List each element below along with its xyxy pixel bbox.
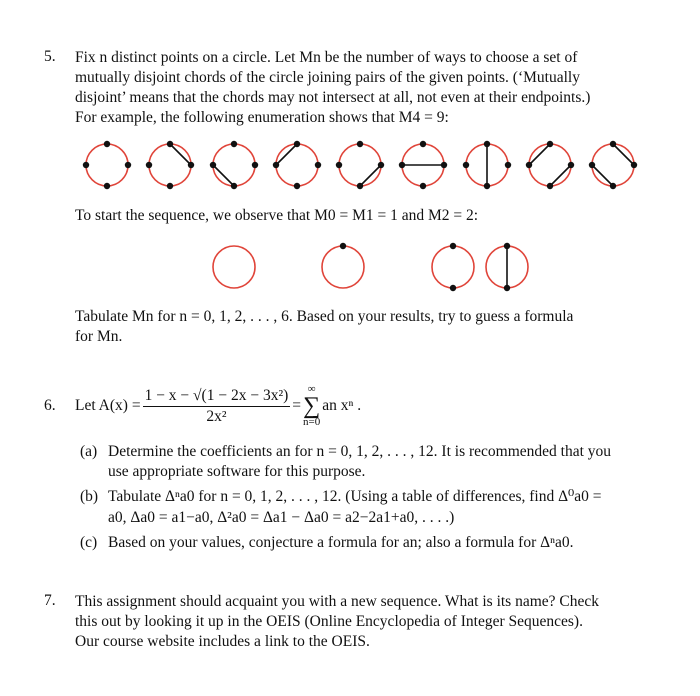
formula-lead: Let A(x) = xyxy=(75,397,141,414)
p5-line-4: For example, the following enumeration shows that M4 = 9: xyxy=(75,109,449,126)
p6-a-label: (a) xyxy=(80,443,98,460)
point xyxy=(125,162,131,168)
formula-fraction xyxy=(143,387,291,426)
p7-line-2: this out by looking it up in the OEIS (Online Encyclopedia of Integer Sequences). xyxy=(75,613,583,630)
point xyxy=(104,183,110,189)
point xyxy=(357,141,363,147)
point xyxy=(167,141,173,147)
p5-line-1: Fix n distinct points on a circle. Let Mn be the number of ways to choose a set of xyxy=(75,49,578,66)
problem-5-number: 5. xyxy=(44,48,56,65)
enum-circle-2 xyxy=(146,141,194,189)
point xyxy=(294,183,300,189)
problem-7-number: 7. xyxy=(44,592,56,609)
enum-circle-1 xyxy=(83,141,131,189)
point xyxy=(83,162,89,168)
p7-line-1: This assignment should acquaint you with a new sequence. What is its name? Check xyxy=(75,593,600,610)
sigma-icon: ∑ xyxy=(303,393,321,419)
point xyxy=(450,243,456,249)
point xyxy=(484,141,490,147)
point xyxy=(610,141,616,147)
point xyxy=(463,162,469,168)
p5-line-6: Tabulate Mn for n = 0, 1, 2, . . . , 6. Based on your results, try to guess a formula xyxy=(75,308,574,325)
point xyxy=(450,285,456,291)
circle xyxy=(276,144,318,186)
point xyxy=(294,141,300,147)
point xyxy=(167,183,173,189)
circle xyxy=(339,144,381,186)
circle xyxy=(592,144,634,186)
point xyxy=(146,162,152,168)
circle xyxy=(86,144,128,186)
m1-circle xyxy=(322,243,364,288)
circle xyxy=(432,246,474,288)
enum-circle-4 xyxy=(273,141,321,189)
circle xyxy=(213,144,255,186)
point xyxy=(526,162,532,168)
m4-enumeration-diagram xyxy=(0,140,700,190)
point xyxy=(231,141,237,147)
circle xyxy=(149,144,191,186)
sum-lower-limit: n=0 xyxy=(303,416,321,428)
point xyxy=(336,162,342,168)
generating-function-formula xyxy=(75,380,361,432)
circle xyxy=(529,144,571,186)
p5-line-3: disjoint’ means that the chords may not intersect at all, not even at their endpoints.) xyxy=(75,89,591,106)
point xyxy=(547,183,553,189)
point xyxy=(505,162,511,168)
p6-a-line-2: use appropriate software for this purpose. xyxy=(108,463,366,480)
enum-circle-6 xyxy=(399,141,447,189)
point xyxy=(504,243,510,249)
formula-equals: = xyxy=(292,397,302,414)
point xyxy=(420,183,426,189)
point xyxy=(231,183,237,189)
circle xyxy=(322,246,364,288)
m0-circle xyxy=(213,246,255,288)
p6-a-line-1: Determine the coefficients an for n = 0, 1, 2, . . . , 12. It is recommended that you xyxy=(108,443,612,460)
enum-circle-7 xyxy=(463,141,511,189)
formula-numerator: 1 − x − √(1 − 2x − 3x²) xyxy=(143,387,291,407)
sum-upper-limit: ∞ xyxy=(307,383,316,395)
summation xyxy=(303,384,320,428)
point xyxy=(340,243,346,249)
formula-denominator: 2x² xyxy=(206,407,227,425)
m2-circle-chord xyxy=(486,243,528,291)
p6-c-line-1: Based on your values, conjecture a formula for an; also a formula for Δⁿa0. xyxy=(108,534,574,551)
point xyxy=(315,162,321,168)
p5-line-5: To start the sequence, we observe that M0 = M1 = 1 and M2 = 2: xyxy=(75,207,479,224)
point xyxy=(420,141,426,147)
p5-line-7: for Mn. xyxy=(75,328,123,345)
point xyxy=(504,285,510,291)
m2-circle-empty xyxy=(432,243,474,291)
point xyxy=(589,162,595,168)
point xyxy=(378,162,384,168)
point xyxy=(357,183,363,189)
m0-m1-m2-diagram xyxy=(0,245,700,295)
formula-tail: an xⁿ . xyxy=(322,397,362,414)
point xyxy=(210,162,216,168)
point xyxy=(104,141,110,147)
point xyxy=(547,141,553,147)
p5-line-2: mutually disjoint chords of the circle joining pairs of the given points. (‘Mutually xyxy=(75,69,580,86)
enum-circle-5 xyxy=(336,141,384,189)
point xyxy=(610,183,616,189)
p6-b-line-2: a0, Δa0 = a1−a0, Δ²a0 = Δa1 − Δa0 = a2−2a1+a0, . . . .) xyxy=(108,509,455,526)
p7-line-3: Our course website includes a link to the OEIS. xyxy=(75,633,370,650)
point xyxy=(188,162,194,168)
point xyxy=(399,162,405,168)
point xyxy=(252,162,258,168)
enum-circle-3 xyxy=(210,141,258,189)
enum-circle-9 xyxy=(589,141,637,189)
p6-c-label: (c) xyxy=(80,534,98,551)
problem-6-number: 6. xyxy=(44,397,56,414)
enum-circle-8 xyxy=(526,141,574,189)
circle xyxy=(213,246,255,288)
p6-b-label: (b) xyxy=(80,488,99,505)
point xyxy=(441,162,447,168)
p6-b-line-1: Tabulate Δⁿa0 for n = 0, 1, 2, . . . , 12. (Using a table of differences, find Δ⁰a0 = xyxy=(108,488,602,505)
point xyxy=(631,162,637,168)
point xyxy=(484,183,490,189)
point xyxy=(273,162,279,168)
point xyxy=(568,162,574,168)
